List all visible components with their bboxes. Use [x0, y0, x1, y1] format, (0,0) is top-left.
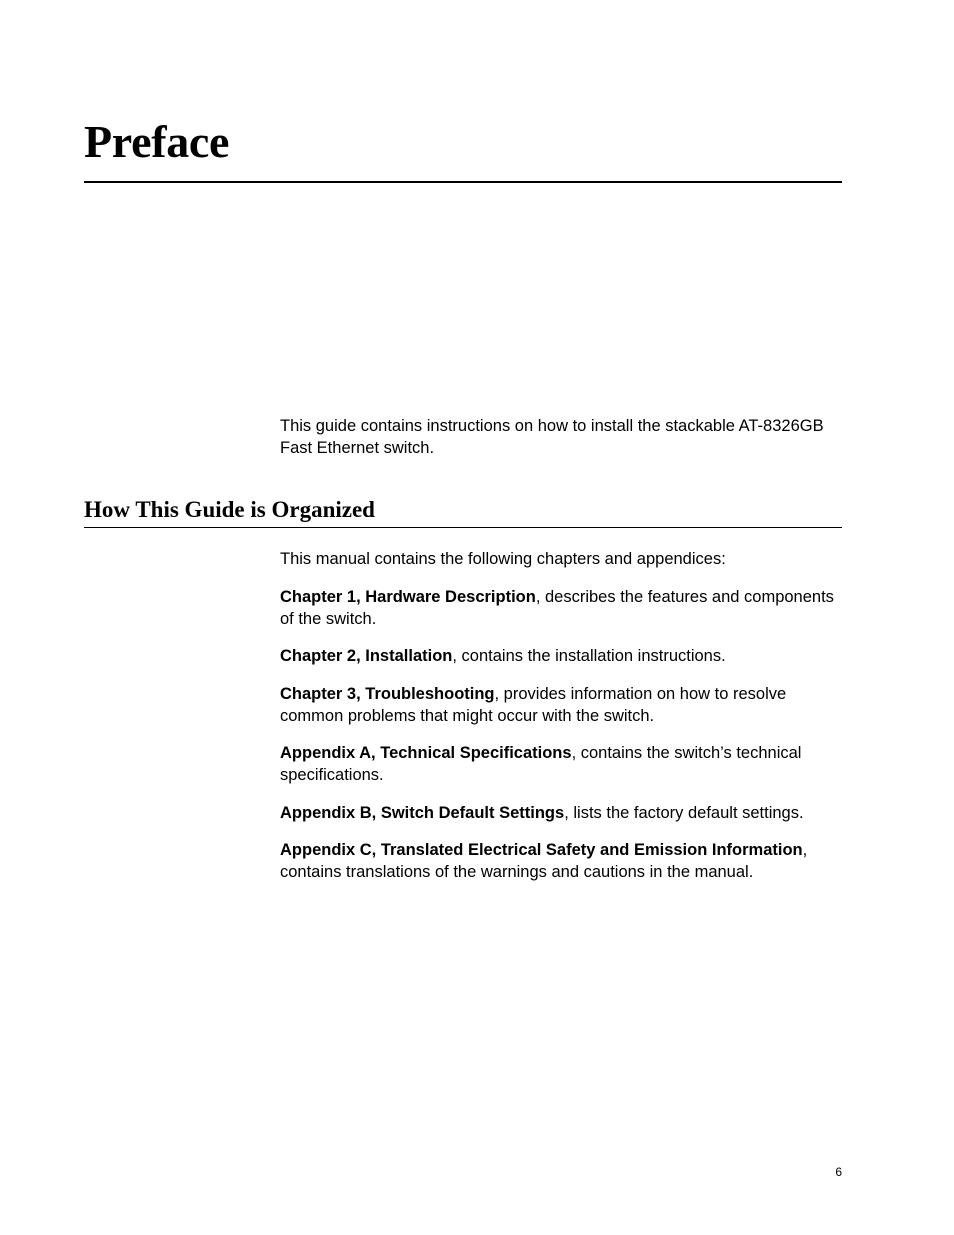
section-lead: This manual contains the following chapters and appendices: — [280, 550, 726, 568]
item-text: , contains the installation instructions. — [452, 647, 726, 665]
item-title: Appendix C, Translated Electrical Safety and Emission Information — [280, 841, 803, 859]
item-text: , describes the features and components of the switch. — [280, 587, 834, 628]
list-item — [280, 802, 842, 824]
item-title: Chapter 2, Installation — [280, 647, 453, 665]
item-title: Appendix B, Switch Default Settings — [280, 803, 565, 822]
title-divider — [84, 181, 842, 183]
section-divider — [84, 527, 842, 528]
intro-paragraph: This guide contains instructions on how to install the stackable AT-8326GB Fast Ethernet switch. — [280, 417, 824, 457]
page-number: 6 — [835, 1165, 842, 1179]
section-heading: How This Guide is Organized — [84, 497, 375, 522]
list-item — [280, 645, 842, 667]
organization-list — [280, 548, 842, 899]
list-item — [280, 839, 842, 883]
list-item — [280, 742, 842, 786]
item-title: Chapter 1, Hardware Description — [280, 587, 536, 606]
list-item — [280, 683, 842, 727]
page-title: Preface — [84, 116, 230, 167]
list-item — [280, 586, 842, 630]
item-text: , provides information on how to resolve common problems that might occur with the switch. — [280, 684, 787, 725]
item-text: , contains translations of the warnings and cautions in the manual. — [280, 841, 808, 881]
item-title: Chapter 3, Troubleshooting — [280, 684, 495, 703]
item-title: Appendix A, Technical Specifications — [280, 744, 572, 762]
item-text: , contains the switch’s technical specifications. — [280, 744, 802, 784]
item-text: , lists the factory default settings. — [564, 803, 804, 822]
